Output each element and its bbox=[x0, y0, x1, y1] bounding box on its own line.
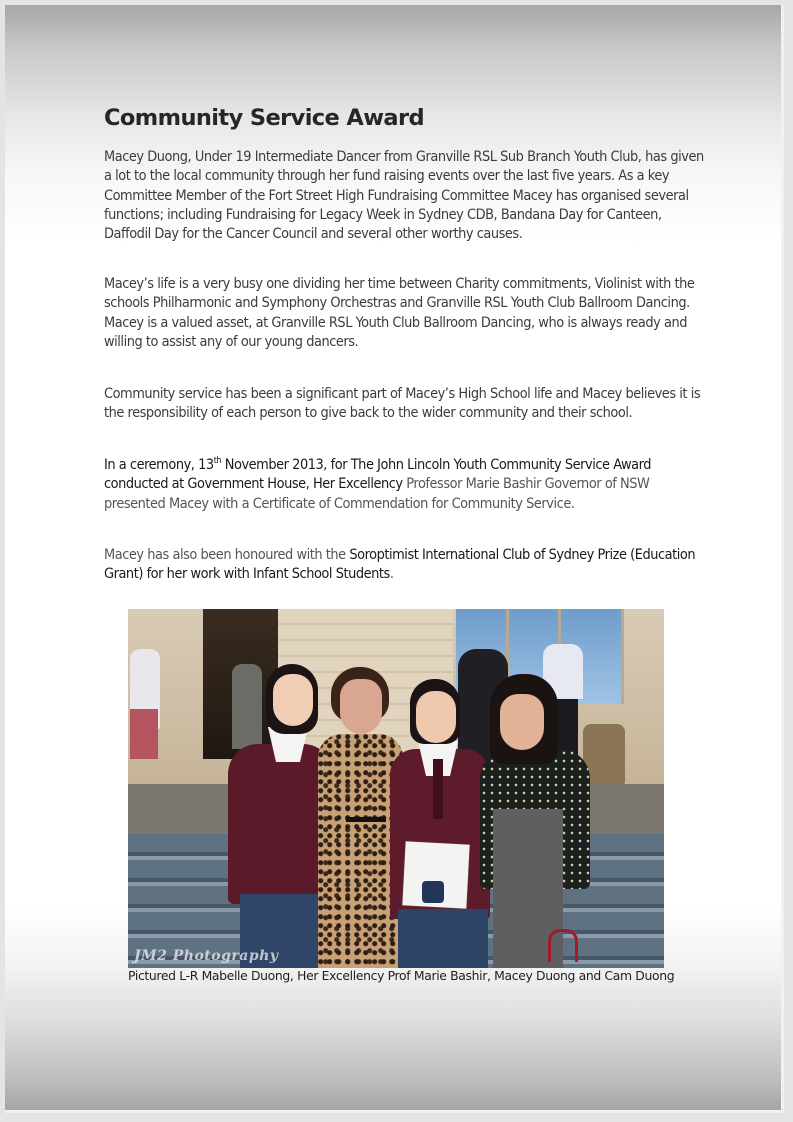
document-page bbox=[5, 5, 784, 1113]
photo-person-3-face bbox=[416, 691, 456, 743]
prize-name: Soroptimist International Club of Sydney Prize (Education Grant) for her work with Infant School Students bbox=[104, 547, 696, 583]
photo-person-2-belt bbox=[346, 817, 386, 822]
photo-person-4-face bbox=[500, 694, 544, 750]
photo-watermark: JM2 Photography bbox=[134, 948, 279, 964]
page-title: Community Service Award bbox=[104, 105, 425, 131]
ordinal-suffix: th bbox=[213, 456, 222, 467]
photo-person-3-medal-box bbox=[422, 881, 444, 903]
paragraph-community-service: Community service has been a significant part of Macey’s High School life and Macey believes it is the responsibility of each person to give back to the wider community and their school. bbox=[104, 386, 701, 422]
ceremony-text-middle: November 2013, for The John Lincoln Youth Community Service Award conducted at Government House, Her Excellency bbox=[104, 457, 652, 493]
photo-bg-person bbox=[232, 664, 262, 749]
prize-text-start: Macey has also been honoured with the bbox=[104, 547, 350, 563]
photo-caption: Pictured L-R Mabelle Duong, Her Excellency Prof Marie Bashir, Macey Duong and Cam Duong bbox=[128, 968, 675, 983]
ceremony-text-end: Professor Marie Bashir Governor of NSW presented Macey with a Certificate of Commendation for Community Service. bbox=[104, 476, 650, 512]
paragraph-ceremony bbox=[104, 456, 704, 514]
ceremony-photo bbox=[128, 609, 664, 968]
photo-person-4-bag-strap bbox=[548, 929, 578, 962]
prize-text-end: . bbox=[389, 566, 394, 583]
paragraph-prize bbox=[104, 546, 704, 585]
photo-person-1-face bbox=[273, 674, 313, 726]
photo-person-3-skirt bbox=[398, 909, 488, 968]
photo-person-3-tie bbox=[433, 759, 443, 819]
paragraph-intro: Macey Duong, Under 19 Intermediate Dancer from Granville RSL Sub Branch Youth Club, has given a lot to the local community through her fund raising events over the last five years. As a key Committee Member of the Fort Street High Fundraising Committee Macey has organised several functions; including Fundraising for Legacy Week in Sydney CDB, Bandana Day for Canteen, Daffodil Day for the Cancer Council and several other worthy causes. bbox=[104, 149, 704, 243]
ceremony-text-start: In a ceremony, 13 bbox=[104, 457, 214, 473]
photo-person-2-face bbox=[340, 679, 382, 734]
paragraph-busy-life: Macey’s life is a very busy one dividing her time between Charity commitments, Violinist with the schools Philharmonic and Symphony Orchestras and Granville RSL Youth Club Ballroom Dancing. Macey is a valued asset, at Granville RSL Youth Club Ballroom Dancing, who is always ready and willing to assist any of our young dancers. bbox=[104, 276, 695, 350]
photo-bg-person bbox=[130, 709, 158, 759]
